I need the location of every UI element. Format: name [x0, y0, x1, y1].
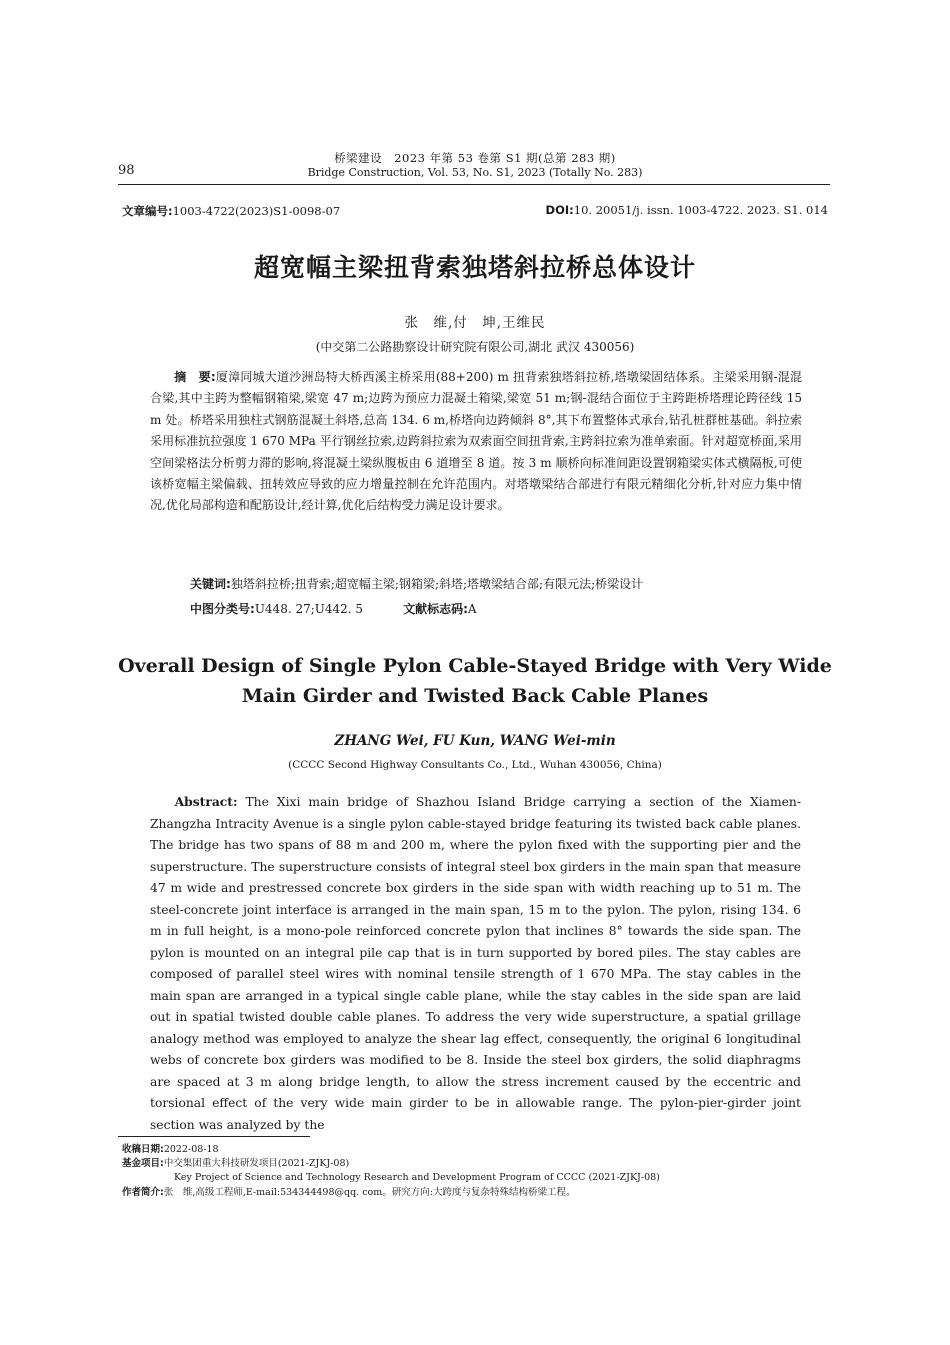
- footnote-fund-en: Key Project of Science and Technology Research and Development Program of CCCC (2021-ZJKJ-08): [174, 1172, 660, 1183]
- author-info: 张 维,高级工程师,E-mail:534344498@qq. com。研究方向:大跨度与复杂特殊结构桥梁工程。: [163, 1187, 576, 1198]
- received-label: 收稿日期:: [122, 1144, 164, 1155]
- footnote-divider: [118, 1136, 310, 1137]
- fund-label: 基金项目:: [122, 1158, 164, 1169]
- doi-value: 10. 20051/j. issn. 1003-4722. 2023. S1. 014: [573, 203, 828, 217]
- keywords-cn: [190, 575, 810, 592]
- doi: [546, 203, 828, 217]
- doi-label: DOI:: [545, 203, 574, 217]
- page-number: 98: [118, 163, 135, 178]
- title-en: Overall Design of Single Pylon Cable-Stayed Bridge with Very Wide Main Girder and Twisted Back Cable Planes: [118, 655, 832, 707]
- abstract-cn: [150, 367, 802, 517]
- footnote-received: [122, 1143, 219, 1156]
- clc-label: 中图分类号:: [190, 602, 255, 616]
- keywords-cn-label: 关键词:: [190, 577, 231, 591]
- authors-cn: 张 维,付 坤,王维民: [404, 315, 546, 331]
- received-value: 2022-08-18: [163, 1144, 219, 1155]
- classification: [190, 600, 477, 617]
- doc-code-value: A: [467, 602, 477, 616]
- title-cn: 超宽幅主梁扭背索独塔斜拉桥总体设计: [253, 253, 696, 282]
- authors-en: ZHANG Wei, FU Kun, WANG Wei-min: [334, 733, 616, 749]
- fund-cn: 中交集团重大科技研发项目(2021-ZJKJ-08): [163, 1158, 350, 1169]
- header-divider: [118, 184, 830, 185]
- journal-header-cn: 桥梁建设 2023 年第 53 卷第 S1 期(总第 283 期): [334, 151, 616, 165]
- abstract-en-label: Abstract:: [174, 794, 238, 809]
- footnote-author: [122, 1186, 575, 1199]
- abstract-en: [150, 791, 801, 1136]
- affiliation-cn: (中交第二公路勘察设计研究院有限公司,湖北 武汉 430056): [315, 340, 635, 354]
- clc-value: U448. 27;U442. 5: [254, 602, 364, 616]
- journal-header-en: Bridge Construction, Vol. 53, No. S1, 2023 (Totally No. 283): [307, 166, 643, 179]
- abstract-cn-text: 厦漳同城大道沙洲岛特大桥西溪主桥采用(88+200) m 扭背索独塔斜拉桥,塔墩梁固结体系。主梁采用钢-混混合梁,其中主跨为整幅钢箱梁,梁宽 47 m;边跨为预应力混凝土箱梁,梁宽 51 m;钢-混结合面位于主跨距桥塔理论跨径线 15 m 处。桥塔采用独柱式钢筋混凝土斜塔,总高 134. 6 m,桥塔向边跨倾斜 8°,其下布置整体式承台,钻孔桩群桩基础。斜拉索采用标准抗拉强度 1 670 MPa 平行钢丝拉索,边跨斜拉索为双索面空间扭背索,主跨斜拉索为准单索面。针对超宽桥面,采用空间梁格法分析剪力滞的影响,将混凝土梁纵腹板由 6 道增至 8 道。按 3 m 顺桥向标准间距设置钢箱梁实体式横隔板,可使该桥宽幅主梁偏载、扭转效应导致的应力增量控制在允许范围内。对塔墩梁结合部进行有限元精细化分析,针对应力集中情况,优化局部构造和配筋设计,经计算,优化后结构受力满足设计要求。: [150, 370, 802, 513]
- keywords-cn-text: 独塔斜拉桥;扭背索;超宽幅主梁;钢箱梁;斜塔;塔墩梁结合部;有限元法;桥梁设计: [230, 577, 644, 591]
- footnote-fund: [122, 1157, 349, 1170]
- abstract-en-text: The Xixi main bridge of Shazhou Island Bridge carrying a section of the Xiamen-Zhangzha Intracity Avenue is a single pylon cable-stayed bridge featuring its twisted back cable planes. The bridge has two spans of 88 m and 200 m, where the pylon fixed with the supporting pier and the superstructure. The superstructure consists of integral steel box girders in the main span that measure 47 m wide and prestressed concrete box girders in the side span with width reaching up to 51 m. The steel-concrete joint interface is arranged in the main span, 15 m to the pylon. The pylon, rising 134. 6 m in full height, is a mono-pole reinforced concrete pylon that inclines 8° towards the side span. The pylon is mounted on an integral pile cap that is in turn supported by bored piles. The stay cables are composed of parallel steel wires with nominal tensile strength of 1 670 MPa. The stay cables in the main span are arranged in a typical single cable plane, while the stay cables in the side span are laid out in spatial twisted double cable planes. To address the very wide superstructure, a spatial grillage analogy method was employed to analyze the shear lag effect, consequently, the original 6 longitudinal webs of concrete box girders was modified to be 8. Inside the steel box girders, the solid diaphragms are spaced at 3 m along bridge length, to allow the stress increment caused by the eccentric and torsional effect of the very wide main girder to be in allowable range. The pylon-pier-girder joint section was analyzed by the: [150, 795, 801, 1132]
- affiliation-en: (CCCC Second Highway Consultants Co., Ltd., Wuhan 430056, China): [288, 759, 662, 771]
- abstract-cn-label: 摘 要:: [174, 370, 216, 384]
- article-number-value: 1003-4722(2023)S1-0098-07: [172, 204, 341, 218]
- article-number-label: 文章编号:: [122, 204, 173, 218]
- article-number: [122, 203, 340, 219]
- doc-code-label: 文献标志码:: [403, 602, 468, 616]
- author-label: 作者简介:: [122, 1187, 164, 1198]
